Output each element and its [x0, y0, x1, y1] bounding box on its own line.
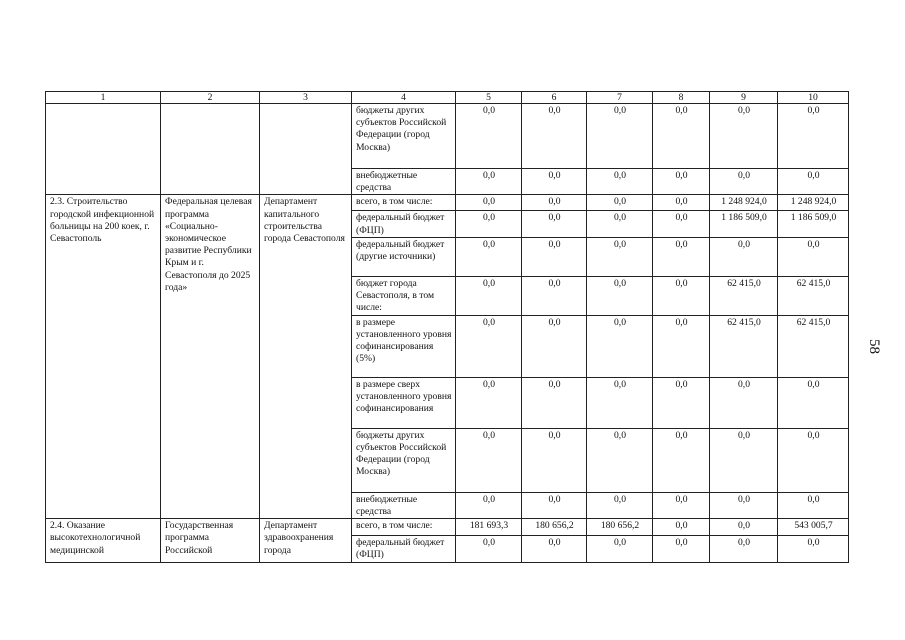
value-cell: 0,0 [587, 492, 653, 518]
activity-cell: 2.3. Строительство городской инфекционной больницы на 200 коек, г. Севастополь [46, 195, 161, 519]
value-cell: 1 248 924,0 [778, 195, 849, 211]
value-cell: 0,0 [456, 492, 522, 518]
value-cell: 180 656,2 [522, 519, 587, 536]
funding-source: бюджеты других субъектов Российской Федерации (город Москва) [352, 428, 456, 492]
value-cell: 0,0 [456, 377, 522, 428]
executor-cell: Департамент здравоохранения города [260, 519, 352, 562]
value-cell: 0,0 [778, 377, 849, 428]
funding-source: бюджеты других субъектов Российской Федерации (город Москва) [352, 104, 456, 169]
value-cell: 0,0 [587, 211, 653, 237]
column-header: 6 [522, 92, 587, 104]
value-cell: 0,0 [710, 519, 778, 536]
value-cell: 0,0 [456, 195, 522, 211]
value-cell: 0,0 [456, 237, 522, 276]
funding-source: всего, в том числе: [352, 195, 456, 211]
value-cell: 181 693,3 [456, 519, 522, 536]
value-cell: 0,0 [456, 428, 522, 492]
value-cell: 0,0 [653, 104, 710, 169]
program-cell: Федеральная целевая программа «Социально-экономическое развитие Республики Крым и г. Севастополя до 2025 года» [161, 195, 260, 519]
table-row [46, 104, 849, 169]
value-cell: 0,0 [653, 169, 710, 195]
value-cell: 0,0 [710, 169, 778, 195]
activity-cell: 2.4. Оказание высокотехнологичной медицинской [46, 519, 161, 562]
value-cell: 0,0 [778, 428, 849, 492]
value-cell: 1 186 509,0 [778, 211, 849, 237]
value-cell: 0,0 [522, 428, 587, 492]
value-cell: 0,0 [456, 536, 522, 562]
value-cell: 0,0 [653, 377, 710, 428]
value-cell: 62 415,0 [710, 315, 778, 377]
activity-cell [46, 104, 161, 195]
value-cell: 0,0 [456, 104, 522, 169]
value-cell: 0,0 [456, 276, 522, 315]
value-cell: 0,0 [653, 492, 710, 518]
value-cell: 0,0 [522, 237, 587, 276]
value-cell: 0,0 [522, 315, 587, 377]
value-cell: 0,0 [522, 536, 587, 562]
value-cell: 0,0 [778, 492, 849, 518]
column-header: 4 [352, 92, 456, 104]
value-cell: 0,0 [587, 195, 653, 211]
value-cell: 62 415,0 [778, 315, 849, 377]
column-header: 10 [778, 92, 849, 104]
value-cell: 0,0 [587, 428, 653, 492]
value-cell: 0,0 [710, 104, 778, 169]
value-cell: 0,0 [522, 169, 587, 195]
funding-source: в размере установленного уровня софинансирования (5%) [352, 315, 456, 377]
value-cell: 0,0 [456, 211, 522, 237]
value-cell: 0,0 [522, 195, 587, 211]
column-header: 8 [653, 92, 710, 104]
value-cell: 0,0 [522, 104, 587, 169]
value-cell: 0,0 [653, 211, 710, 237]
value-cell: 180 656,2 [587, 519, 653, 536]
value-cell: 0,0 [710, 428, 778, 492]
value-cell: 0,0 [456, 169, 522, 195]
value-cell: 0,0 [653, 519, 710, 536]
value-cell: 0,0 [778, 104, 849, 169]
program-cell: Государственная программа Российской [161, 519, 260, 562]
value-cell: 0,0 [653, 428, 710, 492]
value-cell: 0,0 [710, 492, 778, 518]
budget-table [45, 91, 849, 563]
value-cell: 0,0 [653, 536, 710, 562]
funding-source: всего, в том числе: [352, 519, 456, 536]
header-row [46, 92, 849, 104]
value-cell: 0,0 [587, 237, 653, 276]
table-row [46, 195, 849, 211]
funding-source: федеральный бюджет (другие источники) [352, 237, 456, 276]
value-cell: 0,0 [587, 377, 653, 428]
value-cell: 543 005,7 [778, 519, 849, 536]
funding-source: в размере сверх установленного уровня софинансирования [352, 377, 456, 428]
value-cell: 62 415,0 [778, 276, 849, 315]
column-header: 3 [260, 92, 352, 104]
value-cell: 0,0 [778, 536, 849, 562]
value-cell: 0,0 [778, 237, 849, 276]
value-cell: 0,0 [522, 492, 587, 518]
column-header: 5 [456, 92, 522, 104]
value-cell: 0,0 [778, 169, 849, 195]
column-header: 7 [587, 92, 653, 104]
value-cell: 0,0 [456, 315, 522, 377]
value-cell: 0,0 [653, 315, 710, 377]
value-cell: 0,0 [710, 536, 778, 562]
value-cell: 0,0 [587, 276, 653, 315]
value-cell: 62 415,0 [710, 276, 778, 315]
value-cell: 0,0 [710, 237, 778, 276]
value-cell: 0,0 [587, 169, 653, 195]
funding-source: бюджет города Севастополя, в том числе: [352, 276, 456, 315]
column-header: 2 [161, 92, 260, 104]
funding-source: федеральный бюджет (ФЦП) [352, 536, 456, 562]
value-cell: 0,0 [522, 377, 587, 428]
table-row [46, 519, 849, 536]
column-header: 1 [46, 92, 161, 104]
funding-source: внебюджетные средства [352, 169, 456, 195]
funding-source: федеральный бюджет (ФЦП) [352, 211, 456, 237]
executor-cell [260, 104, 352, 195]
executor-cell: Департамент капитального строительства города Севастополя [260, 195, 352, 519]
value-cell: 0,0 [710, 377, 778, 428]
program-cell [161, 104, 260, 195]
value-cell: 0,0 [522, 276, 587, 315]
value-cell: 0,0 [587, 315, 653, 377]
column-header: 9 [710, 92, 778, 104]
value-cell: 0,0 [522, 211, 587, 237]
value-cell: 0,0 [587, 104, 653, 169]
page-number: 58 [866, 339, 882, 354]
value-cell: 1 248 924,0 [710, 195, 778, 211]
value-cell: 0,0 [653, 237, 710, 276]
value-cell: 0,0 [653, 195, 710, 211]
funding-source: внебюджетные средства [352, 492, 456, 518]
value-cell: 1 186 509,0 [710, 211, 778, 237]
value-cell: 0,0 [653, 276, 710, 315]
value-cell: 0,0 [587, 536, 653, 562]
